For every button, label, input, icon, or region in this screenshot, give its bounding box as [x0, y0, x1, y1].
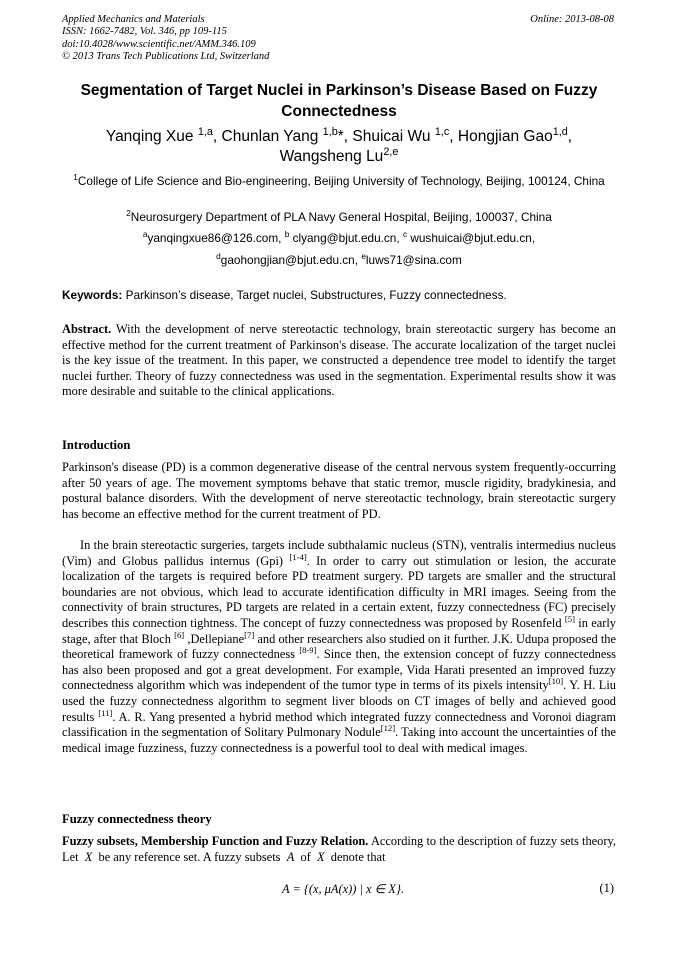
author-name: Shuicai Wu — [352, 128, 431, 145]
author-name: Wangsheng Lu — [279, 148, 384, 165]
author-name: Hongjian Gao — [457, 128, 553, 145]
author-list: Yanqing Xue $^{1,a}$, Chunlan Yang $^{1,b}$*, Shuicai Wu $^{1,c}$, Hongjian Gao$^{1,d}$, Wangsheng Lu$^{2,e}$ — [105, 125, 573, 165]
section-heading-fuzzy-connectedness: Fuzzy connectedness theory — [62, 812, 212, 826]
citation: [8-9] — [299, 645, 317, 656]
author-affiliation-mark: 2,e — [383, 145, 399, 158]
keywords-text: Parkinson’s disease, Target nuclei, Substructures, Fuzzy connectedness. — [125, 288, 507, 302]
citation: [5] — [564, 613, 575, 624]
doi-line: doi:10.4028/www.scientific.net/AMM.346.109 — [62, 38, 256, 50]
online-date: Online: 2013-08-08 — [530, 14, 614, 25]
email-link[interactable]: gaohongjian@bjut.edu.cn — [220, 253, 355, 267]
author-name: Chunlan Yang — [221, 128, 319, 145]
affiliation-2: $^2$Neurosurgery Department of PLA Navy General Hospital, Beijing, 100037, China — [126, 209, 552, 224]
email-link[interactable]: yanqingxue86@126.com — [147, 231, 279, 245]
author-affiliation-mark: 1,b — [322, 125, 338, 138]
author-affiliation-mark: 1,a — [197, 125, 213, 138]
abstract-label: Abstract. — [62, 322, 112, 336]
affiliation-1: $^1$College of Life Science and Bio-engineering, Beijing University of Technology, Beijing, 100124, China — [73, 173, 605, 188]
email-link[interactable]: luws71@sina.com — [365, 253, 462, 267]
abstract — [62, 322, 616, 400]
fuzzy-subsets-paragraph: Fuzzy subsets, Membership Function and Fuzzy Relation. According to the description of fuzzy sets theory, Let X be any reference set. A fuzzy subsets A of X denote that — [62, 834, 616, 864]
equation-number: (1) — [599, 881, 614, 895]
email-link[interactable]: wushuicai@bjut.edu.cn — [410, 231, 532, 245]
keywords — [62, 288, 616, 303]
keywords-label: Keywords: — [62, 288, 123, 302]
copyright-line: © 2013 Trans Tech Publications Ltd, Switzerland — [62, 50, 270, 62]
paper-title: Segmentation of Target Nuclei in Parkinson’s Disease Based on Fuzzy Connectedness — [80, 82, 598, 120]
math-variable: X — [317, 849, 325, 864]
author-affiliation-mark: 1,c — [434, 125, 450, 138]
citation: [11] — [98, 707, 113, 718]
subsection-label: Fuzzy subsets, Membership Function and Fuzzy Relation. — [62, 834, 369, 848]
issn-line: ISSN: 1662-7482, Vol. 346, pp 109-115 — [62, 26, 227, 38]
email-line-2: $^d$gaohongjian@bjut.edu.cn, $^e$luws71@sina.com — [216, 252, 462, 267]
author-affiliation-mark: 1,d — [552, 125, 568, 138]
journal-name: Applied Mechanics and Materials — [62, 14, 205, 25]
math-variable: X — [84, 849, 93, 864]
math-variable: A — [286, 849, 295, 864]
abstract-text: With the development of nerve stereotactic technology, brain stereotactic surgery has become an effective method for the current treatment of Parkinson's disease. The accurate localization of the target nuclei is the key issue of the treatment. In this paper, we constructed a dependence tree model to identify the target nuclei further. Theory of fuzzy connectedness was used in the segmentation. Experimental results show it was more desirable and suitable to the clinical applications. — [62, 322, 616, 399]
intro-paragraph-1: Parkinson's disease (PD) is a common degenerative disease of the central nervous system frequently-occurring after 50 years of age. The movement symptoms behave that static tremor, muscle rigidity, bradykinesia, and postural balance disorders. With the development of nerve stereotactic technology, brain stereotactic surgery has become an effective method for the current treatment of PD. — [62, 460, 616, 521]
section-heading-introduction: Introduction — [62, 438, 131, 452]
intro-paragraph-2: In the brain stereotactic surgeries, targets include subthalamic nucleus (STN), ventralis intermedius nucleus (Vim) and Globus pallidus internus (Gpi) [1-4]. In order to carry out stimulation or lesion, the accurate localization of the targets is required before PD treatment surgery. PD targets are smaller and the structural boundaries are not obvious, which lead to accurate identification difficulty in MRI images. Seeing from the connectivity of brain structures, PD targets are related in a certain extent, fuzzy connectedness (FC) precisely describes this connection tightness. The concept of fuzzy connectedness was proposed by Rosenfeld [5] in early stage, after that Bloch [6] ,Dellepiane[7] and other researchers also studied on it further. J.K. Udupa proposed the theoretical framework of fuzzy connectedness [8-9]. Since then, the extension concept of fuzzy connectedness has also been proposed and got a great development. For example, Vida Harati presented an improved fuzzy connectedness algorithm which was independent of the tumor type in terms of its pixels intensity[10]. Y. H. Liu used the fuzzy connectedness algorithm to segment liver bloods on CT images of belly and achieved good results [11]. A. R. Yang presented a hybrid method which integrated fuzzy connectedness and Voronoi diagram classification in the segmentation of Solitary Pulmonary Nodule[12]. Taking into account the uncertainties of the medical image fuzziness, fuzzy connectedness is a powerful tool to deal with medical images. — [62, 538, 616, 755]
citation: [10] — [548, 676, 564, 687]
citation: [1-4] — [289, 551, 307, 562]
email-line-1: $^a$yanqingxue86@126.com, $^b$ clyang@bjut.edu.cn, $^c$ wushuicai@bjut.edu.cn, — [142, 230, 536, 245]
email-link[interactable]: clyang@bjut.edu.cn — [292, 231, 397, 245]
citation: [12] — [380, 723, 396, 733]
journal-header — [62, 14, 269, 63]
equation-formula: A = {(x, μA(x)) | x ∈ X}. — [282, 882, 405, 896]
citation: [7] — [244, 629, 255, 640]
citation: [6] — [174, 629, 185, 640]
author-name: Yanqing Xue — [105, 128, 194, 145]
